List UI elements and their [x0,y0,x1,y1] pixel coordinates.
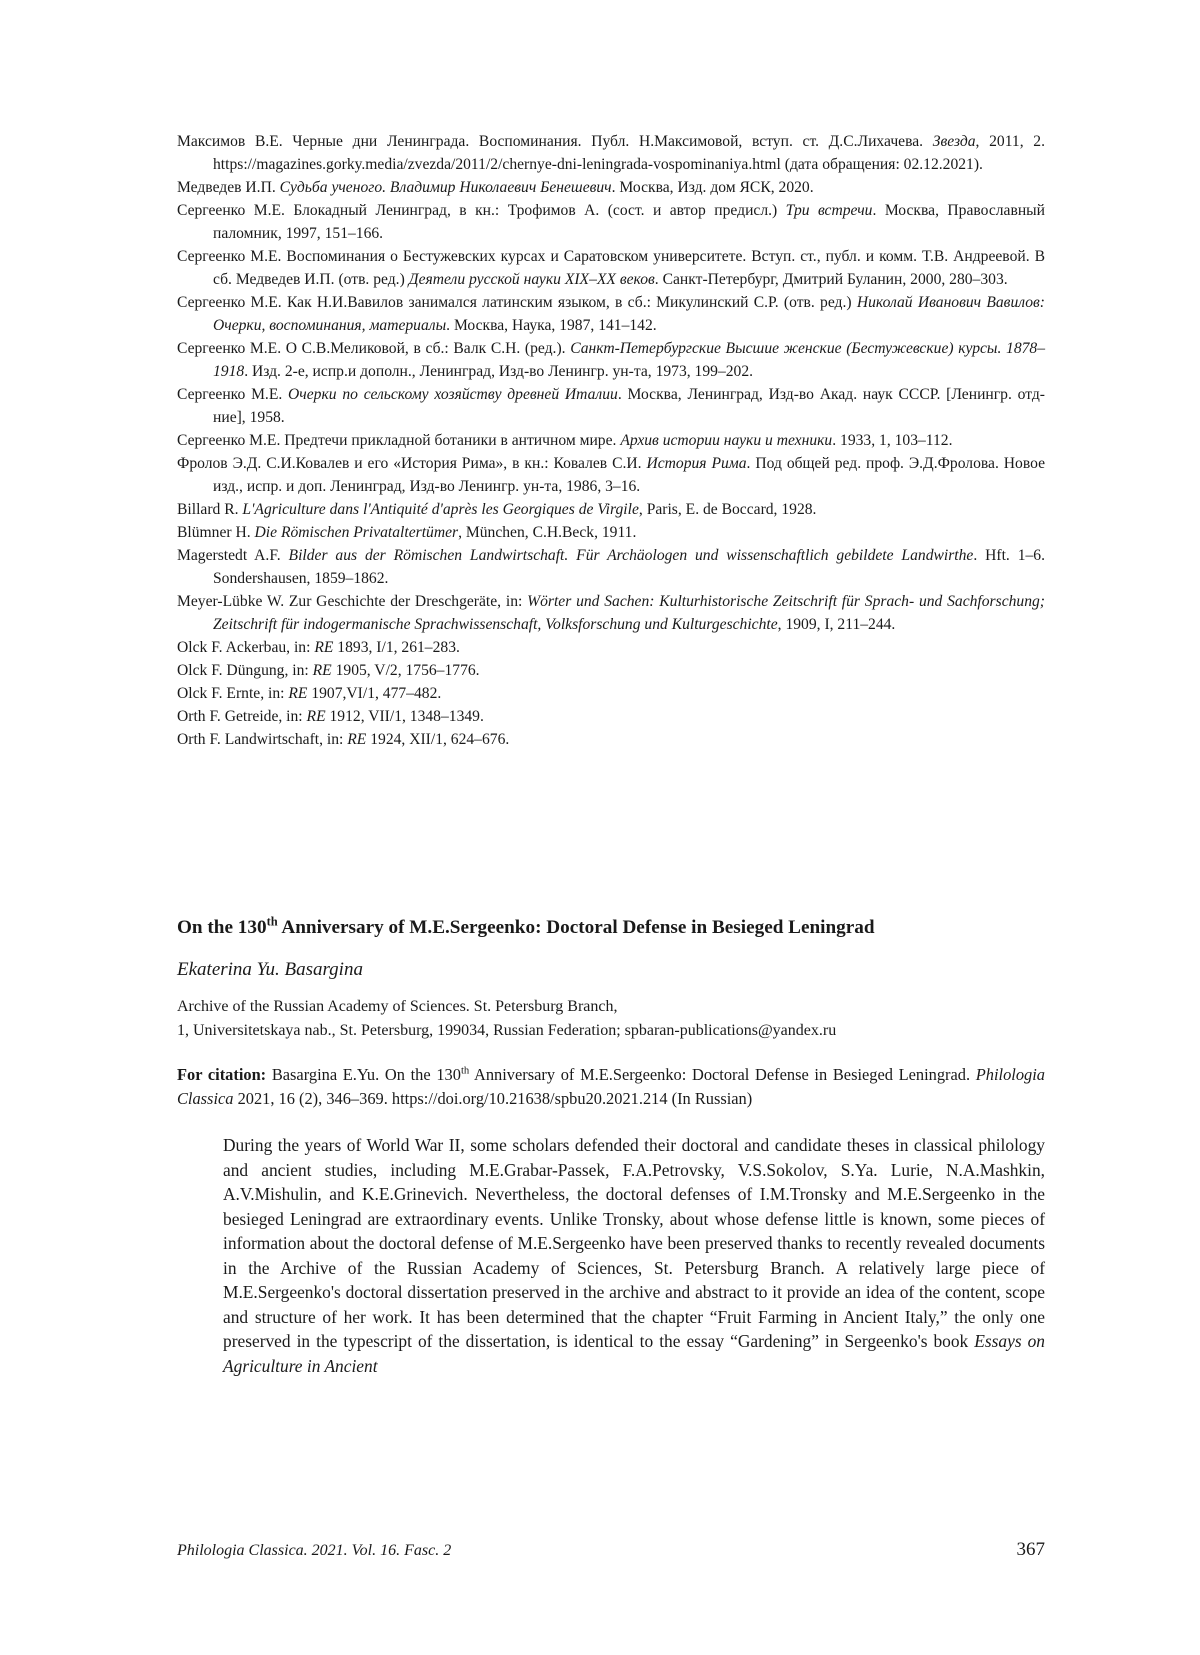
journal-title: Philologia Classica. 2021. Vol. 16. Fasc. 2 [177,1542,452,1559]
reference-entry: Meyer-Lübke W. Zur Geschichte der Dreschgeräte, in: Wörter und Sachen: Kulturhistorische Zeitschrift für Sprach- und Sachforschung; Zeitschrift für indogermanische Sprachwissenschaft, Volksforschung und Kulturgeschichte, 1909, I, 211–244. [177,593,1045,633]
reference-entry: Orth F. Getreide, in: RE 1912, VII/1, 1348–1349. [177,708,484,725]
affiliation-line: Archive of the Russian Academy of Sciences. St. Petersburg Branch, [177,998,618,1015]
reference-entry: Magerstedt A.F. Bilder aus der Römischen Landwirtschaft. Für Archäologen und wissenschaftlich gebildete Landwirthe. Hft. 1–6. Sondershausen, 1859–1862. [177,547,1046,587]
reference-entry: Сергеенко М.Е. Как Н.И.Вавилов занимался латинским языком, в сб.: Микулинский С.Р. (отв. ред.) Николай Иванович Вавилов: Очерки, воспоминания, материалы. Москва, Наука, 1987, 141–142. [177,294,1045,334]
reference-entry: Фролов Э.Д. С.И.Ковалев и его «История Рима», в кн.: Ковалев С.И. История Рима. Под общей ред. проф. Э.Д.Фролова. Новое изд., испр. и доп. Ленинград, Изд-во Ленингр. ун-та, 1986, 3–16. [177,455,1045,495]
reference-entry: Billard R. L'Agriculture dans l'Antiquité d'après les Georgiques de Virgile, Paris, E. de Boccard, 1928. [177,501,817,518]
reference-entry: Сергеенко М.Е. Очерки по сельскому хозяйству древней Италии. Москва, Ленинград, Изд-во Акад. наук СССР. [Ленингр. отд-ние], 1958. [177,386,1045,426]
citation-block: For citation: Basargina E.Yu. On the 130th Anniversary of M.E.Sergeenko: Doctoral Defense in Besieged Leningrad. Philologia Classica 2021, 16 (2), 346–369. https://doi.org/10.21638/spbu20.2021.214 (In Russian) [177,1065,1045,1108]
page-number: 367 [1016,1539,1045,1560]
reference-entry: Olck F. Ernte, in: RE 1907,VI/1, 477–482. [177,685,442,702]
abstract: During the years of World War II, some scholars defended their doctoral and candidate theses in classical philology and ancient studies, including M.E.Grabar-Passek, F.A.Petrovsky, V.S.Sokolov, S.Ya. Lurie, N.A.Mashkin, A.V.Mishulin, and K.E.Grinevich. Nevertheless, the doctoral defenses of I.M.Tronsky and M.E.Sergeenko in the besieged Leningrad are extraordinary events. Unlike Tronsky, about whose defense little is known, some pieces of information about the doctoral defense of M.E.Sergeenko have been preserved thanks to recently revealed documents in the Archive of the Russian Academy of Sciences, St. Petersburg Branch. A relatively large piece of M.E.Sergeenko's doctoral dissertation preserved in the archive and abstract to it provide an idea of the content, scope and structure of her work. It has been determined that the chapter “Fruit Farming in Ancient Italy,” the only one preserved in the typescript of the dissertation, is identical to the essay “Gardening” in Sergeenko's book Essays on Agriculture in Ancient [223,1135,1045,1376]
affiliation-address: 1, Universitetskaya nab., St. Petersburg, 199034, Russian Federation; spbaran-publications@yandex.ru [177,1022,837,1039]
reference-entry: Сергеенко М.Е. О С.В.Меликовой, в сб.: Валк С.Н. (ред.). Санкт-Петербургские Высшие женские (Бестужевские) курсы. 1878–1918. Изд. 2-е, испр.и дополн., Ленинград, Изд-во Ленингр. ун-та, 1973, 199–202. [177,340,1046,380]
reference-entry: Максимов В.Е. Черные дни Ленинграда. Воспоминания. Публ. Н.Максимовой, вступ. ст. Д.С.Лихачева. Звезда, 2011, 2. https://magazines.gorky.media/zvezda/2011/2/chernye-dni-leningrada-vospominaniya.html (дата обращения: 02.12.2021). [177,133,1045,173]
author-affiliation [177,995,1045,1043]
reference-entry: Медведев И.П. Судьба ученого. Владимир Николаевич Бенешевич. Москва, Изд. дом ЯСК, 2020. [177,179,814,196]
reference-entry: Blümner H. Die Römischen Privataltertümer, München, C.H.Beck, 1911. [177,524,637,541]
reference-entry: Сергеенко М.Е. Блокадный Ленинград, в кн.: Трофимов А. (сост. и автор предисл.) Три встречи. Москва, Православный паломник, 1997, 151–166. [177,202,1045,242]
page-footer [177,1539,1045,1561]
reference-entry: Orth F. Landwirtschaft, in: RE 1924, XII/1, 624–676. [177,731,510,748]
reference-entry: Olck F. Ackerbau, in: RE 1893, I/1, 261–283. [177,639,460,656]
article-header [177,915,1045,1378]
reference-entry: Сергеенко М.Е. Воспоминания о Бестужевских курсах и Саратовском университете. Вступ. ст., публ. и комм. Т.В. Андреевой. В сб. Медведев И.П. (отв. ред.) Деятели русской науки XIX–XX веков. Санкт-Петербург, Дмитрий Буланин, 2000, 280–303. [177,248,1045,288]
article-author: Ekaterina Yu. Basargina [177,959,363,980]
citation-label: For citation: [177,1065,267,1084]
article-title: On the 130th Anniversary of M.E.Sergeenko: Doctoral Defense in Besieged Leningrad [177,914,875,938]
reference-entry: Сергеенко М.Е. Предтечи прикладной ботаники в античном мире. Архив истории науки и техники. 1933, 1, 103–112. [177,432,953,449]
reference-entry: Olck F. Düngung, in: RE 1905, V/2, 1756–1776. [177,662,480,679]
references-list [177,130,1045,751]
